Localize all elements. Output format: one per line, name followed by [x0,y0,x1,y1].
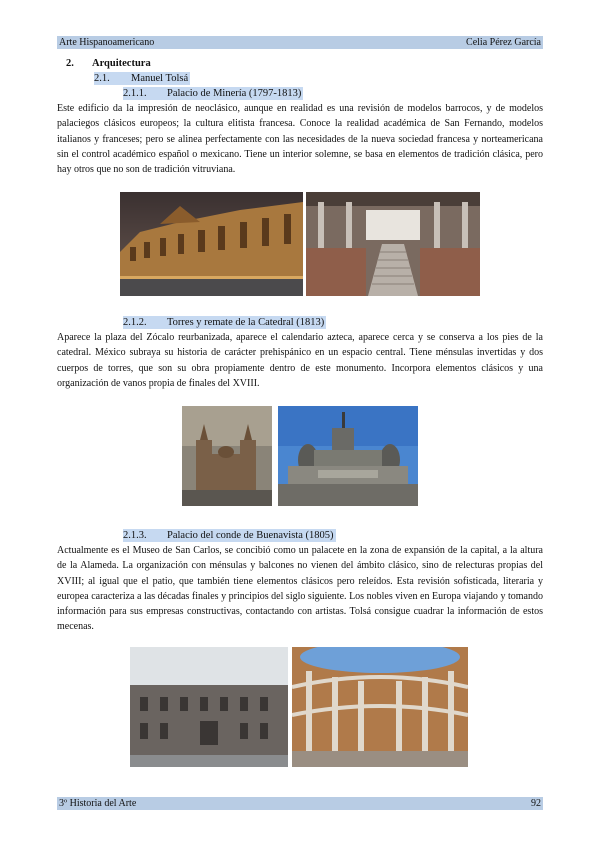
item-number: 2.1.2. [123,317,147,328]
item-heading-2 [123,316,326,329]
palacio-mineria-staircase-photo [306,192,480,296]
subsection-heading [94,72,190,85]
subsection-title: Manuel Tolsá [131,73,189,84]
item-paragraph-1: Este edificio da la impresión de neoclásico, aunque en realidad es una revisión de modelos barrocos, y de modelos palaciegos clásicos europeos; la cultura elitista francesa. Conoce la realidad académica de San Fernando, modelos italianos y franceses; pero se alinea perfectamente con las necesidades de la nueva sociedad francesa y norteamericana sin el control académico español o mexicano. Tiene un interior solemne, se basa en elementos de tradición clásica, pero hay otros que no son de tradición vitruviana. [57,103,543,176]
palacio-mineria-facade-photo [120,192,303,296]
page-header [57,36,543,49]
header-author: Celia Pérez García [466,37,541,48]
item-paragraph-2: Aparece la plaza del Zócalo reurbanizada, aparece el calendario azteca, aparece cerca y se conserva a los pies de la catedral. México subraya su historia de carácter prehispánico en un espacio central. Tiene ménsulas invertidas y dos cuerpos de torres, que son su obra propiamente dentro de este monumento. Incorpora elementos clásicos y una organización de vanos propia de finales del XVIII. [57,332,543,389]
page-footer [57,797,543,810]
item-number: 2.1.1. [123,88,147,99]
footer-course: 3º Historia del Arte [59,798,137,809]
section-number: 2. [66,58,74,69]
item-title: Palacio de Minería (1797-1813) [167,88,302,99]
catedral-remate-sculpture-photo [278,406,418,506]
item-paragraph-3: Actualmente es el Museo de San Carlos, se concibió como un palacete en la zona de expansión de la capital, a la altura de la Alameda. La organización con ménsulas y balcones no vienen del ámbito clásico, sino de relecturas propias del XVIII; al igual que el patio, que también tiene elementos clásicos pero releídos. Esta revisión sofisticada, literaria y europea caracteriza a las décadas finales y principios del siglo siguiente. Los nobles viven en Europa viajando y tomando información para sus empresas constructivas, contactando con artistas. Tolsá consigue cuadrar la información de estos mecenas. [57,545,543,633]
section-title: Arquitectura [92,58,151,69]
header-course: Arte Hispanoamericano [59,37,155,48]
item-title: Torres y remate de la Catedral (1813) [167,317,325,328]
catedral-zocalo-photo [182,406,272,506]
section-heading [66,57,151,70]
palacio-buenavista-patio-photo [292,647,468,767]
item-heading-1 [123,87,303,100]
item-heading-3 [123,529,336,542]
palacio-buenavista-facade-photo [130,647,288,767]
item-title: Palacio del conde de Buenavista (1805) [167,530,334,541]
page-number: 92 [531,798,541,809]
subsection-number: 2.1. [94,73,110,84]
item-number: 2.1.3. [123,530,147,541]
